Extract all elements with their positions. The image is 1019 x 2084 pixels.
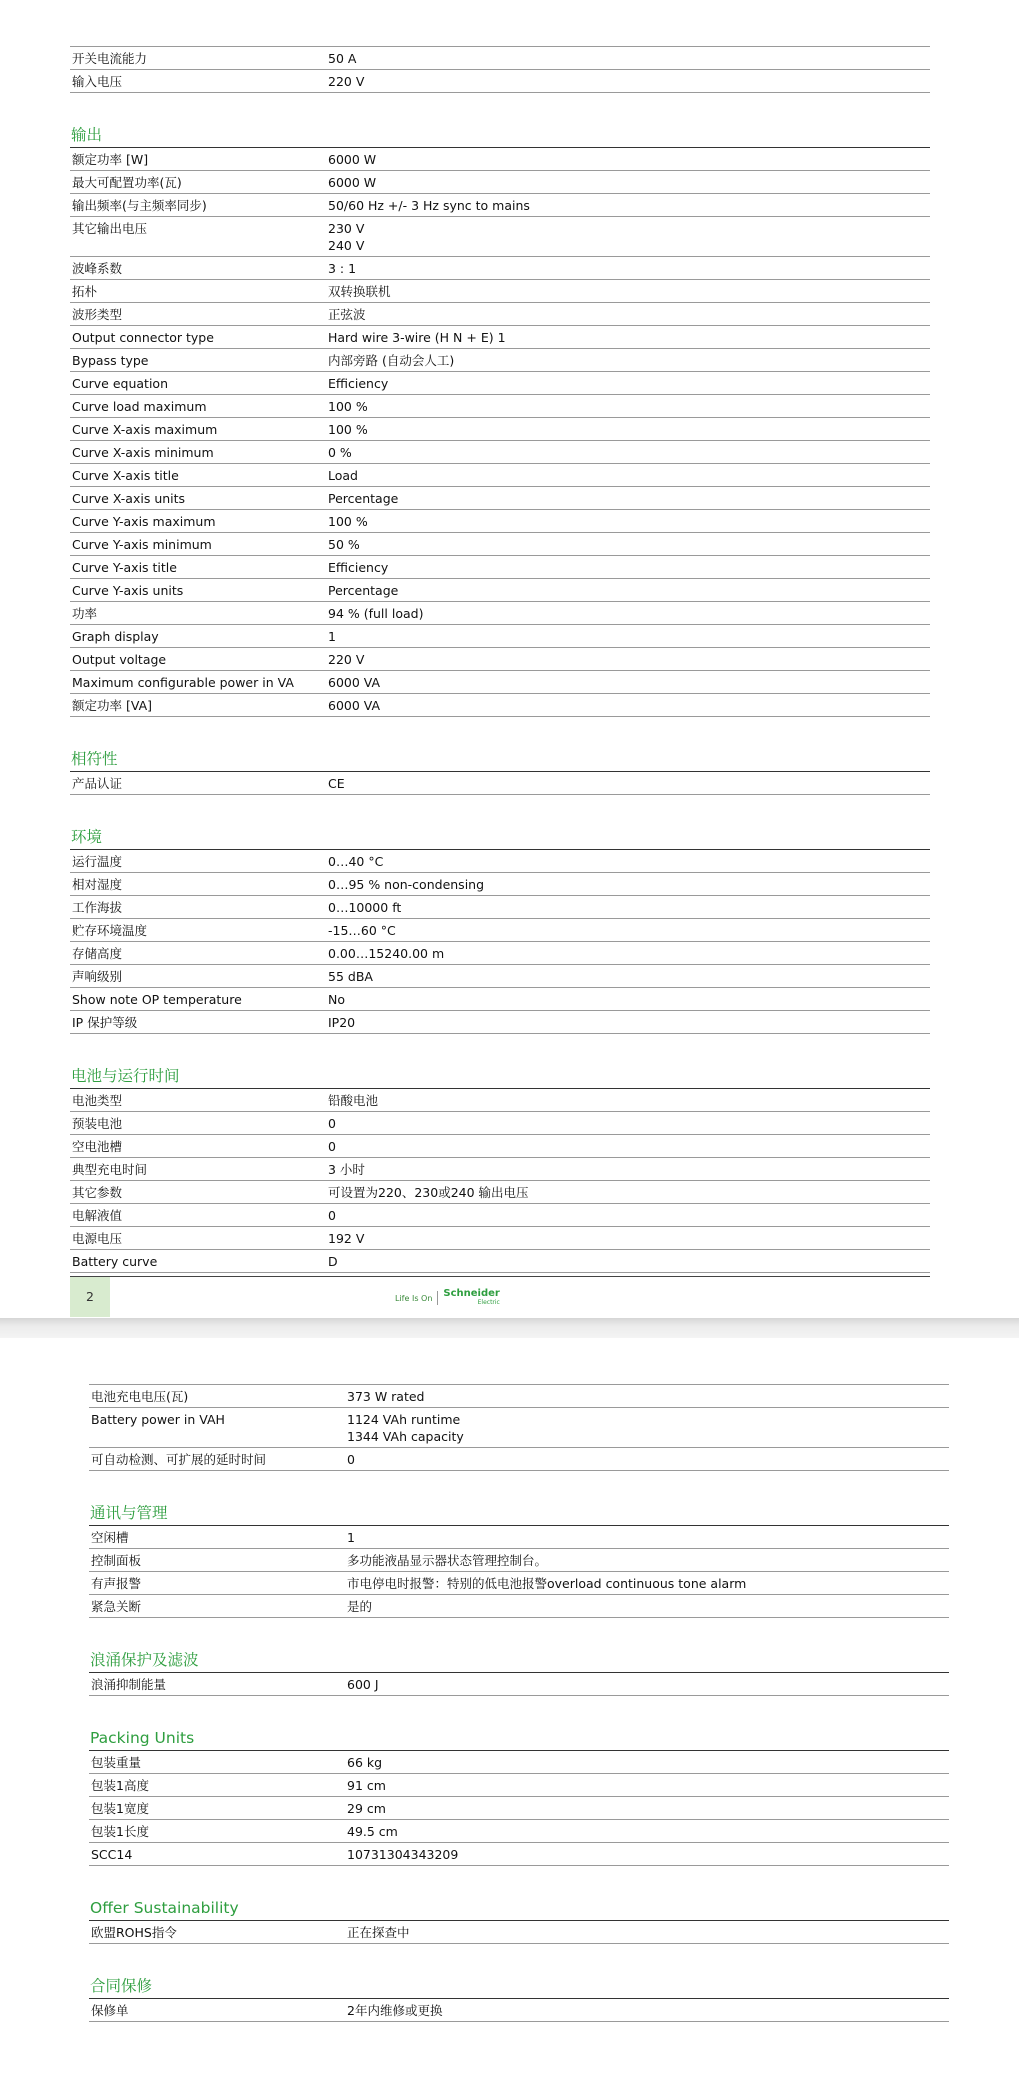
spec-value (328, 50, 930, 67)
spec-label: Curve Y-axis units (72, 583, 184, 598)
spec-row (70, 1227, 930, 1250)
spec-label: 存储高度 (72, 946, 123, 961)
spec-value-line: 192 V (328, 1231, 365, 1246)
spec-row (70, 1158, 930, 1181)
section-title: 相符性 (70, 748, 930, 772)
spec-intro-rows (70, 46, 930, 93)
spec-value (328, 1230, 930, 1247)
spec-value (328, 1184, 930, 1201)
spec-row (89, 1751, 949, 1774)
section-title: 电池与运行时间 (70, 1065, 930, 1089)
spec-value-line: 0 (347, 1452, 355, 1467)
spec-value (347, 1552, 949, 1569)
spec-label: 电解液值 (72, 1208, 123, 1223)
spec-value (328, 444, 930, 461)
spec-row (70, 579, 930, 602)
spec-row (70, 988, 930, 1011)
spec-row (70, 47, 930, 70)
spec-label: Curve X-axis maximum (72, 422, 218, 437)
spec-value (328, 922, 930, 939)
spec-value-line: 6000 W (328, 152, 377, 167)
spec-value (328, 876, 930, 893)
spec-value-line: 94 % (full load) (328, 606, 424, 621)
spec-value-line: Efficiency (328, 560, 389, 575)
spec-value (328, 73, 930, 90)
spec-value (328, 329, 930, 346)
spec-section-item (70, 826, 930, 1034)
spec-label: Output voltage (72, 652, 167, 667)
spec-label: 输出频率(与主频率同步) (72, 198, 207, 213)
spec-value-line: Efficiency (328, 376, 389, 391)
spec-section-packing-units (89, 1727, 949, 1866)
spec-label: Curve load maximum (72, 399, 207, 414)
spec-label: 输入电压 (72, 74, 123, 89)
spec-value-line: 0…95 % non-condensing (328, 877, 485, 892)
spec-value (328, 421, 930, 438)
spec-value-line: 6000 VA (328, 675, 381, 690)
spec-row (70, 1135, 930, 1158)
spec-row (89, 1820, 949, 1843)
spec-value-line: 230 V (328, 221, 365, 236)
spec-row (70, 1250, 930, 1273)
section-title: 输出 (70, 124, 930, 148)
spec-value (347, 1529, 949, 1546)
spec-row (70, 217, 930, 257)
spec-row (89, 1572, 949, 1595)
spec-row (70, 919, 930, 942)
spec-row (70, 1011, 930, 1034)
spec-value-line: 100 % (328, 514, 368, 529)
spec-value (347, 1777, 949, 1794)
spec-value-line: Percentage (328, 583, 399, 598)
section-title: 浪涌保护及滤波 (89, 1649, 949, 1673)
spec-value-line: 1344 VAh capacity (347, 1429, 464, 1444)
spec-value-line: 50 A (328, 51, 357, 66)
spec-row (70, 965, 930, 988)
spec-value-line: 0 (328, 1116, 336, 1131)
spec-value-line: 373 W rated (347, 1389, 425, 1404)
spec-label: 最大可配置功率(瓦) (72, 175, 182, 190)
spec-label: 预装电池 (72, 1116, 123, 1131)
spec-value (328, 536, 930, 553)
spec-row (70, 171, 930, 194)
spec-label: Show note OP temperature (72, 992, 242, 1007)
spec-value (347, 2002, 949, 2019)
spec-label: Curve X-axis minimum (72, 445, 214, 460)
spec-value (328, 467, 930, 484)
spec-value-line: 0 (328, 1139, 336, 1154)
spec-page-2 (0, 1338, 1019, 2084)
spec-value (328, 991, 930, 1008)
spec-row (89, 1448, 949, 1471)
spec-row (70, 648, 930, 671)
spec-value-line: Percentage (328, 491, 399, 506)
spec-value (328, 651, 930, 668)
spec-row (70, 70, 930, 93)
spec-value-line: 3 小时 (328, 1162, 365, 1177)
spec-value (328, 1092, 930, 1109)
spec-label: 声响级别 (72, 969, 123, 984)
spec-value-line: 0.00…15240.00 m (328, 946, 445, 961)
spec-label: 空闲槽 (91, 1530, 129, 1545)
spec-row (70, 372, 930, 395)
spec-value-line: 市电停电时报警：特别的低电池报警overload continuous tone alarm (347, 1576, 747, 1591)
spec-label: 空电池槽 (72, 1139, 123, 1154)
spec-row (70, 671, 930, 694)
spec-value (347, 1823, 949, 1840)
spec-section-item (89, 1975, 949, 2022)
spec-value-line: 是的 (347, 1599, 373, 1614)
section-title: 通讯与管理 (89, 1502, 949, 1526)
spec-value (328, 605, 930, 622)
spec-value-line: 可设置为220、230或240 输出电压 (328, 1185, 529, 1200)
spec-value-line: No (328, 992, 345, 1007)
spec-section-item (70, 1065, 930, 1273)
spec-value (328, 513, 930, 530)
section-title: 合同保修 (89, 1975, 949, 1999)
spec-table-page-1 (70, 46, 930, 1273)
spec-value-line: 3 : 1 (328, 261, 357, 276)
spec-label: 保修单 (91, 2003, 129, 2018)
spec-section-item (89, 1502, 949, 1618)
spec-value (347, 1451, 949, 1468)
spec-value-line: 1124 VAh runtime (347, 1412, 461, 1427)
spec-value-line: 50/60 Hz +/- 3 Hz sync to mains (328, 198, 530, 213)
spec-row (70, 533, 930, 556)
spec-label: Curve Y-axis maximum (72, 514, 216, 529)
spec-row (70, 873, 930, 896)
logo-divider (437, 1291, 438, 1305)
spec-label: Output connector type (72, 330, 214, 345)
spec-section-offer-sustainability (89, 1897, 949, 1944)
logo-brand-name: Schneider (443, 1288, 500, 1299)
spec-value (328, 197, 930, 214)
spec-label: 包装1宽度 (91, 1801, 149, 1816)
spec-value (347, 1575, 949, 1592)
spec-row (70, 896, 930, 919)
spec-value-line: 0 % (328, 445, 352, 460)
spec-value-line: 1 (347, 1530, 355, 1545)
spec-label: 额定功率 [W] (72, 152, 149, 167)
spec-value-line: 铅酸电池 (328, 1093, 379, 1108)
spec-value-line: 50 % (328, 537, 360, 552)
spec-label: 控制面板 (91, 1553, 142, 1568)
spec-value-line: 29 cm (347, 1801, 386, 1816)
spec-row (89, 1843, 949, 1866)
spec-row (89, 1549, 949, 1572)
spec-label: 产品认证 (72, 776, 123, 791)
spec-value-line: -15…60 °C (328, 923, 396, 938)
spec-label: 典型充电时间 (72, 1162, 148, 1177)
spec-label: 拓朴 (72, 284, 98, 299)
spec-value (328, 559, 930, 576)
spec-row (70, 602, 930, 625)
spec-label: Curve equation (72, 376, 169, 391)
spec-row (89, 1673, 949, 1696)
page-number: 2 (70, 1277, 110, 1317)
spec-value (347, 1388, 949, 1405)
spec-row (70, 194, 930, 217)
spec-label: 相对湿度 (72, 877, 123, 892)
spec-row (70, 280, 930, 303)
spec-value-line: 220 V (328, 652, 365, 667)
spec-label: Curve Y-axis title (72, 560, 177, 575)
spec-row (89, 1999, 949, 2022)
spec-label: 电池充电电压(瓦) (91, 1389, 189, 1404)
spec-row (70, 772, 930, 795)
spec-row (89, 1595, 949, 1618)
spec-row (70, 148, 930, 171)
spec-label: Battery curve (72, 1254, 158, 1269)
spec-label: Curve X-axis title (72, 468, 179, 483)
spec-table-page-2 (89, 1384, 949, 2022)
spec-section-item (70, 748, 930, 795)
spec-row (70, 1181, 930, 1204)
spec-label: 浪涌抑制能量 (91, 1677, 167, 1692)
spec-value-line: 100 % (328, 422, 368, 437)
spec-label: 额定功率 [VA] (72, 698, 153, 713)
spec-value-line: 双转换联机 (328, 284, 391, 299)
spec-label: 开关电流能力 (72, 51, 148, 66)
spec-value (328, 306, 930, 323)
spec-value (328, 398, 930, 415)
spec-value-line: 66 kg (347, 1755, 383, 1770)
spec-value (328, 674, 930, 691)
spec-row (70, 625, 930, 648)
spec-value (328, 283, 930, 300)
spec-label: 运行温度 (72, 854, 123, 869)
spec-value-line: 正弦波 (328, 307, 366, 322)
spec-row (70, 694, 930, 717)
spec-row (70, 303, 930, 326)
spec-value (328, 968, 930, 985)
spec-row (70, 395, 930, 418)
spec-label: 包装1高度 (91, 1778, 149, 1793)
spec-label: Curve Y-axis minimum (72, 537, 212, 552)
spec-label: 紧急关断 (91, 1599, 142, 1614)
spec-label: Battery power in VAH (91, 1412, 225, 1427)
spec-value (347, 1924, 949, 1941)
section-title: Packing Units (89, 1727, 949, 1751)
spec-label: 电源电压 (72, 1231, 123, 1246)
spec-value-line: Load (328, 468, 358, 483)
spec-label: 有声报警 (91, 1576, 142, 1591)
spec-value (328, 174, 930, 191)
spec-value (328, 1207, 930, 1224)
spec-value-line: 6000 VA (328, 698, 381, 713)
spec-row (70, 556, 930, 579)
spec-label: 可自动检测、可扩展的延时时间 (91, 1452, 267, 1467)
spec-row (70, 1204, 930, 1227)
spec-label: 贮存环境温度 (72, 923, 148, 938)
spec-value (347, 1676, 949, 1693)
spec-value-line: 240 V (328, 238, 365, 253)
spec-row (89, 1797, 949, 1820)
spec-value (328, 697, 930, 714)
spec-row (89, 1921, 949, 1944)
spec-value (328, 899, 930, 916)
spec-row (70, 441, 930, 464)
spec-label: 工作海拔 (72, 900, 123, 915)
spec-value (328, 151, 930, 168)
page-break (0, 1318, 1019, 1338)
spec-value (347, 1411, 949, 1445)
spec-row (70, 850, 930, 873)
logo-tagline: Life Is On (395, 1293, 433, 1303)
spec-value-line: 600 J (347, 1677, 379, 1692)
spec-label: SCC14 (91, 1847, 133, 1862)
spec-label: Curve X-axis units (72, 491, 186, 506)
spec-value (347, 1598, 949, 1615)
spec-value (328, 375, 930, 392)
spec-value (328, 853, 930, 870)
spec-value-line: 1 (328, 629, 336, 644)
spec-value (328, 628, 930, 645)
spec-row (70, 257, 930, 280)
page-footer (70, 1276, 930, 1317)
logo-brand (443, 1289, 499, 1307)
spec-row (70, 942, 930, 965)
spec-row (70, 349, 930, 372)
spec-value-line: 正在探查中 (347, 1925, 410, 1940)
spec-value-line: 内部旁路 (自动会人工) (328, 353, 455, 368)
spec-row (70, 510, 930, 533)
spec-row (70, 487, 930, 510)
spec-row (89, 1774, 949, 1797)
spec-value-line: 0…10000 ft (328, 900, 402, 915)
spec-value-line: 2年内维修或更换 (347, 2003, 443, 2018)
spec-label: 电池类型 (72, 1093, 123, 1108)
spec-label: 功率 (72, 606, 98, 621)
spec-value (328, 1253, 930, 1270)
spec-row (70, 464, 930, 487)
spec-label: Graph display (72, 629, 159, 644)
spec-value (347, 1754, 949, 1771)
spec-value (328, 945, 930, 962)
spec-value-line: D (328, 1254, 338, 1269)
spec-label: 欧盟ROHS指令 (91, 1925, 177, 1940)
spec-value (328, 220, 930, 254)
spec-label: 其它输出电压 (72, 221, 148, 236)
spec-value-line: 220 V (328, 74, 365, 89)
spec-label: 包装1长度 (91, 1824, 149, 1839)
spec-row (89, 1526, 949, 1549)
spec-value-line: 6000 W (328, 175, 377, 190)
spec-value (328, 1138, 930, 1155)
spec-value (328, 1161, 930, 1178)
spec-label: 包装重量 (91, 1755, 142, 1770)
spec-value-line: CE (328, 776, 345, 791)
spec-row (89, 1385, 949, 1408)
spec-value-line: Hard wire 3-wire (H N + E) 1 (328, 330, 506, 345)
spec-value-line: 100 % (328, 399, 368, 414)
spec-value (328, 260, 930, 277)
spec-value (328, 490, 930, 507)
section-title: 环境 (70, 826, 930, 850)
logo-brand-sub: Electric (477, 1299, 500, 1306)
spec-label: Maximum configurable power in VA (72, 675, 294, 690)
spec-label: 波形类型 (72, 307, 123, 322)
spec-value-line: 91 cm (347, 1778, 386, 1793)
spec-row (70, 418, 930, 441)
spec-value (347, 1846, 949, 1863)
spec-section-item (89, 1649, 949, 1696)
spec-value (328, 352, 930, 369)
spec-label: 其它参数 (72, 1185, 123, 1200)
spec-value-line: 0…40 °C (328, 854, 384, 869)
spec-intro-rows (89, 1384, 949, 1471)
spec-value-line: IP20 (328, 1015, 356, 1030)
spec-label: Bypass type (72, 353, 149, 368)
section-title: Offer Sustainability (89, 1897, 949, 1921)
spec-value (347, 1800, 949, 1817)
spec-section-item (70, 124, 930, 717)
spec-value-line: 49.5 cm (347, 1824, 398, 1839)
spec-row (70, 326, 930, 349)
spec-value (328, 1014, 930, 1031)
spec-row (70, 1089, 930, 1112)
spec-label: IP 保护等级 (72, 1015, 138, 1030)
spec-value-line: 55 dBA (328, 969, 373, 984)
spec-value-line: 多功能液晶显示器状态管理控制台。 (347, 1553, 548, 1568)
spec-value (328, 775, 930, 792)
spec-row (70, 1112, 930, 1135)
spec-value (328, 582, 930, 599)
spec-label: 波峰系数 (72, 261, 123, 276)
spec-row (89, 1408, 949, 1448)
spec-value (328, 1115, 930, 1132)
spec-value-line: 0 (328, 1208, 336, 1223)
spec-value-line: 10731304343209 (347, 1847, 459, 1862)
schneider-logo (395, 1289, 500, 1307)
